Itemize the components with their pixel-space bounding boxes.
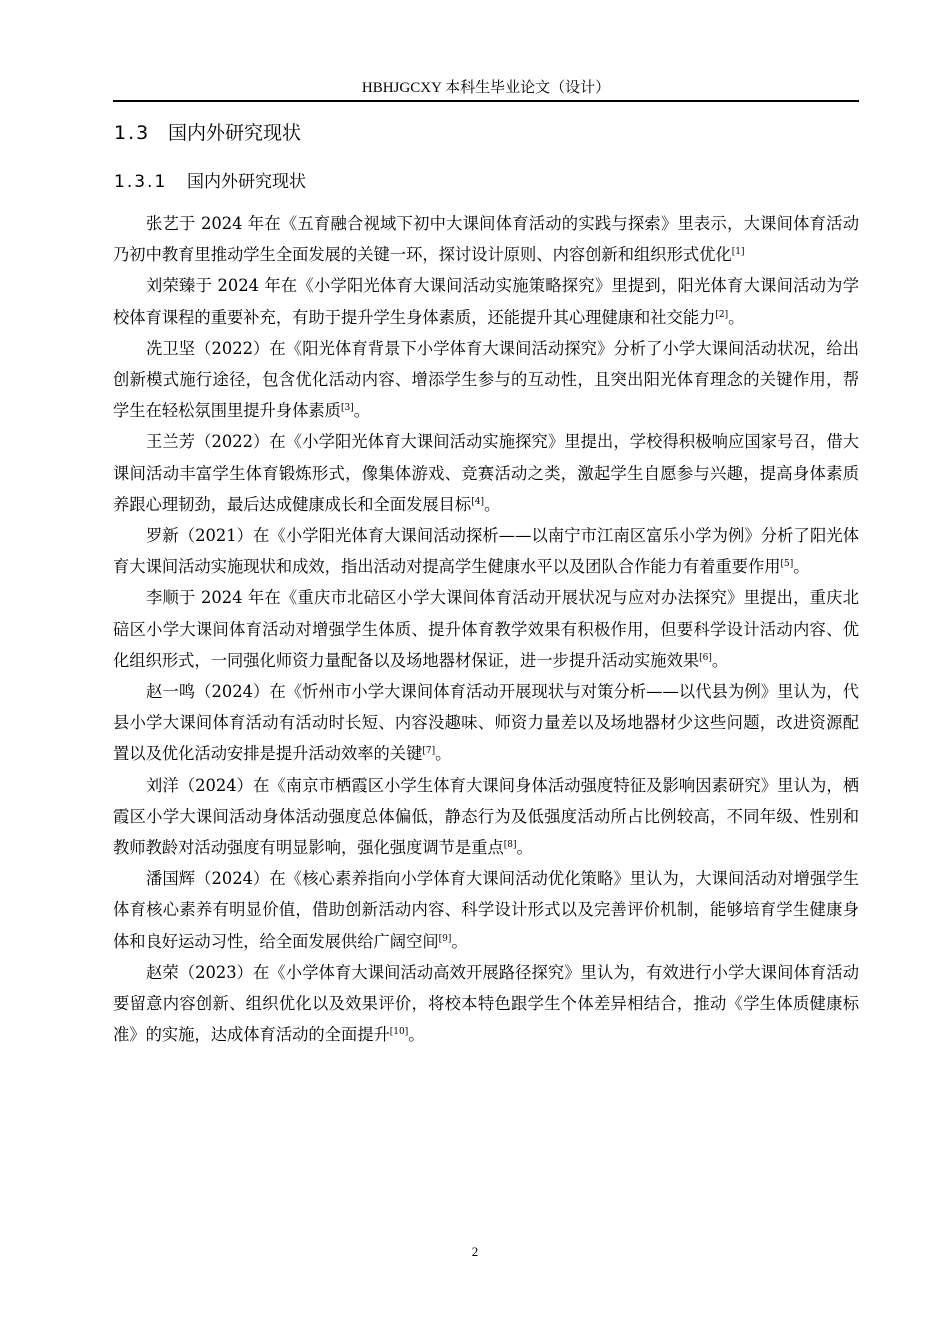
paragraph [113, 520, 859, 582]
paragraph-end: 。 [451, 931, 468, 951]
citation: [10] [389, 1027, 409, 1038]
paragraph [113, 333, 859, 427]
subsection-heading [114, 170, 306, 194]
paragraph-text: 李顺于 2024 年在《重庆市北碚区小学大课间体育活动开展状况与应对办法探究》里提出，重庆北碚区小学大课间体育活动对增强学生体质、提升体育教学效果有积极作用，但要科学设计活动内容、优化组织形式，一同强化师资力量配备以及场地器材保证，进一步提升活动实施效果 [113, 588, 859, 670]
page-header: HBHJGCXY 本科生毕业论文（设计） [361, 80, 611, 96]
paragraph-text: 冼卫坚（2022）在《阳光体育背景下小学体育大课间活动探究》分析了小学大课间活动状况，给出创新模式施行途径，包含优化活动内容、增添学生参与的互动性，且突出阳光体育理念的关键作用，帮学生在轻松氛围里提升身体素质 [113, 338, 859, 421]
section-number: 1.3 [114, 122, 151, 144]
citation: [7] [422, 746, 436, 757]
paragraph [113, 426, 859, 520]
paragraph [113, 676, 859, 770]
paragraph-end: 。 [483, 494, 501, 514]
paragraph [113, 582, 859, 676]
paragraph-end: 。 [728, 307, 745, 327]
paragraph-end: 。 [408, 1025, 425, 1045]
paragraph-end: 。 [793, 557, 810, 577]
paragraph [113, 957, 859, 1051]
paragraph-text: 王兰芳（2022）在《小学阳光体育大课间活动实施探究》里提出，学校得积极响应国家号召，借大课间活动丰富学生体育锻炼形式，像集体游戏、竞赛活动之类，激起学生自愿参与兴趣，提高身体素质养跟心理韧劲，最后达成健康成长和全面发展目标 [113, 432, 859, 514]
citation: [1] [731, 247, 745, 258]
paragraph-text: 潘国辉（2024）在《核心素养指向小学体育大课间活动优化策略》里认为，大课间活动对增强学生体育核心素养有明显价值，借助创新活动内容、科学设计形式以及完善评价机制，能够培育学生健康身体和良好运动习性，给全面发展供给广阔空间 [113, 869, 859, 951]
section-title: 国内外研究现状 [168, 122, 302, 144]
citation: [5] [780, 559, 794, 570]
paragraph-text: 罗新（2021）在《小学阳光体育大课间活动探析——以南宁市江南区富乐小学为例》分析了阳光体育大课间活动实施现状和成效，指出活动对提高学生健康水平以及团队合作能力有着重要作用 [113, 526, 859, 577]
paragraph [113, 270, 859, 332]
paragraph-text: 赵一鸣（2024）在《忻州市小学大课间体育活动开展现状与对策分析——以代县为例》里认为，代县小学大课间体育活动有活动时长短、内容没趣味、师资力量差以及场地器材少这些问题，改进资源配置以及优化活动安排是提升活动效率的关键 [113, 682, 859, 764]
body-text [113, 208, 859, 1050]
paragraph-end: 。 [353, 401, 370, 421]
page-number: 2 [471, 1244, 479, 1259]
subsection-number: 1.3.1 [114, 172, 168, 192]
header-rule [113, 100, 859, 102]
citation: [4] [471, 496, 484, 507]
paragraph-text: 张艺于 2024 年在《五育融合视域下初中大课间体育活动的实践与探索》里表示，大课间体育活动乃初中教育里推动学生全面发展的关键一环，探讨设计原则、内容创新和组织形式优化 [113, 214, 859, 265]
citation: [6] [699, 652, 712, 663]
paragraph [113, 208, 859, 270]
subsection-title: 国内外研究现状 [187, 172, 306, 192]
citation: [2] [715, 309, 729, 320]
paragraph-end: 。 [435, 744, 452, 764]
citation: [9] [438, 933, 452, 944]
paragraph [113, 863, 859, 957]
paragraph [113, 770, 859, 864]
citation: [3] [340, 403, 354, 414]
paragraph-end: 。 [711, 650, 729, 670]
paragraph-text: 刘荣臻于 2024 年在《小学阳光体育大课间活动实施策略探究》里提到，阳光体育大课间活动为学校体育课程的重要补充，有助于提升学生身体素质，还能提升其心理健康和社交能力 [113, 276, 859, 327]
paragraph-text: 赵荣（2023）在《小学体育大课间活动高效开展路径探究》里认为，有效进行小学大课间体育活动要留意内容创新、组织优化以及效果评价，将校本特色跟学生个体差异相结合，推动《学生体质健康标准》的实施，达成体育活动的全面提升 [113, 962, 859, 1045]
paragraph-text: 刘洋（2024）在《南京市栖霞区小学生体育大课间身体活动强度特征及影响因素研究》里认为，栖霞区小学大课间活动身体活动强度总体偏低，静态行为及低强度活动所占比例较高，不同年级、性别和教师教龄对活动强度有明显影响，强化强度调节是重点 [113, 775, 859, 858]
paragraph-end: 。 [516, 838, 533, 858]
section-heading [114, 120, 301, 146]
citation: [8] [503, 840, 517, 851]
